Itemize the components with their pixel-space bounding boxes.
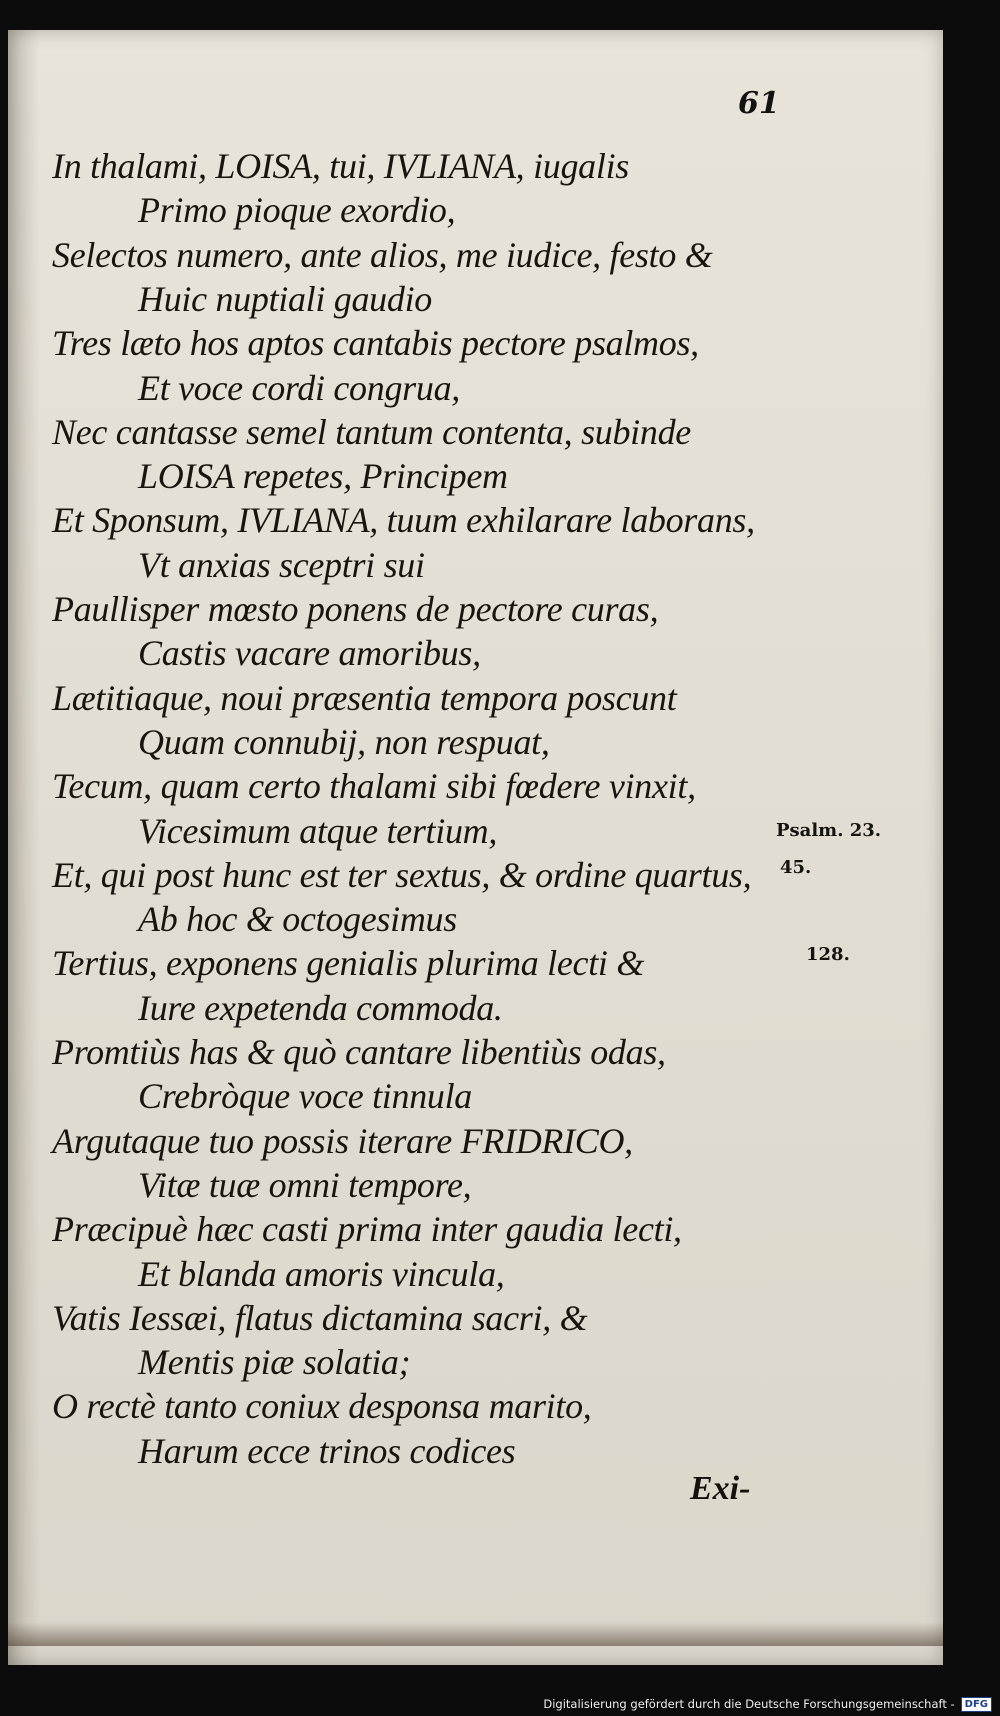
verse-line: In thalami, LOISA, tui, IVLIANA, iugalis xyxy=(52,146,629,186)
verse-line: Et blanda amoris vincula, xyxy=(138,1253,505,1294)
verse-line: Tertius, exponens genialis plurima lecti & xyxy=(52,943,645,984)
verse-line: Promtiùs has & quò cantare libentiùs odas, xyxy=(52,1032,666,1072)
verse-line: Et Sponsum, IVLIANA, tuum exhilarare laborans, xyxy=(52,500,755,541)
verse-line: Vt anxias sceptri sui xyxy=(138,544,425,585)
footer-credit-text: Digitalisierung gefördert durch die Deutsche Forschungsgemeinschaft - xyxy=(543,1697,955,1711)
catchword: Exi- xyxy=(690,1470,751,1507)
margin-note-psalm-128: 128. xyxy=(806,944,850,965)
verse-line: Paullisper mœsto ponens de pectore curas, xyxy=(52,589,659,629)
verse-line: Mentis piæ solatia; xyxy=(138,1342,411,1383)
verse-line: Harum ecce trinos codices xyxy=(138,1430,516,1471)
verse-line: Vitæ tuæ omni tempore, xyxy=(138,1164,472,1205)
dfg-logo: DFG xyxy=(961,1697,992,1712)
verse-line: Quam connubij, non respuat, xyxy=(138,721,550,762)
verse-line: O rectè tanto coniux desponsa marito, xyxy=(52,1386,592,1427)
verse-line: Castis vacare amoribus, xyxy=(138,633,481,674)
verse-line: Et, qui post hunc est ter sextus, & ordine quartus, xyxy=(52,854,752,895)
verse-line: Vatis Iessæi, flatus dictamina sacri, & xyxy=(52,1297,588,1338)
verse-line: Nec cantasse semel tantum contenta, subinde xyxy=(52,411,691,452)
page-number: 61 xyxy=(738,86,780,121)
verse-line: Tecum, quam certo thalami sibi fœdere vinxit, xyxy=(52,766,696,807)
verse-line: Vicesimum atque tertium, xyxy=(138,810,498,851)
verse-line: Præcipuè hæc casti prima inter gaudia lecti, xyxy=(52,1209,682,1250)
verse-line: Ab hoc & octogesimus xyxy=(138,899,457,940)
verse-line: Selectos numero, ante alios, me iudice, festo & xyxy=(52,234,713,275)
margin-note-psalm: Psalm. 23. xyxy=(776,820,882,841)
verse-line: Tres læto hos aptos cantabis pectore psalmos, xyxy=(52,323,699,364)
verse-line: Crebròque voce tinnula xyxy=(138,1076,472,1117)
page-edge-shadow xyxy=(8,1622,943,1646)
margin-note-psalm-45: 45. xyxy=(780,857,812,878)
verse-line: Lætitiaque, noui præsentia tempora poscunt xyxy=(52,677,677,718)
verse-line: Argutaque tuo possis iterare FRIDRICO, xyxy=(52,1120,633,1161)
verse-line: Primo pioque exordio, xyxy=(138,190,456,231)
verse-line: Huic nuptiali gaudio xyxy=(138,278,432,319)
verse-line: LOISA repetes, Principem xyxy=(138,456,508,497)
verse-line: Iure expetenda commoda. xyxy=(138,987,503,1028)
verse-line: Et voce cordi congrua, xyxy=(138,367,460,408)
digitization-footer xyxy=(543,1696,992,1712)
